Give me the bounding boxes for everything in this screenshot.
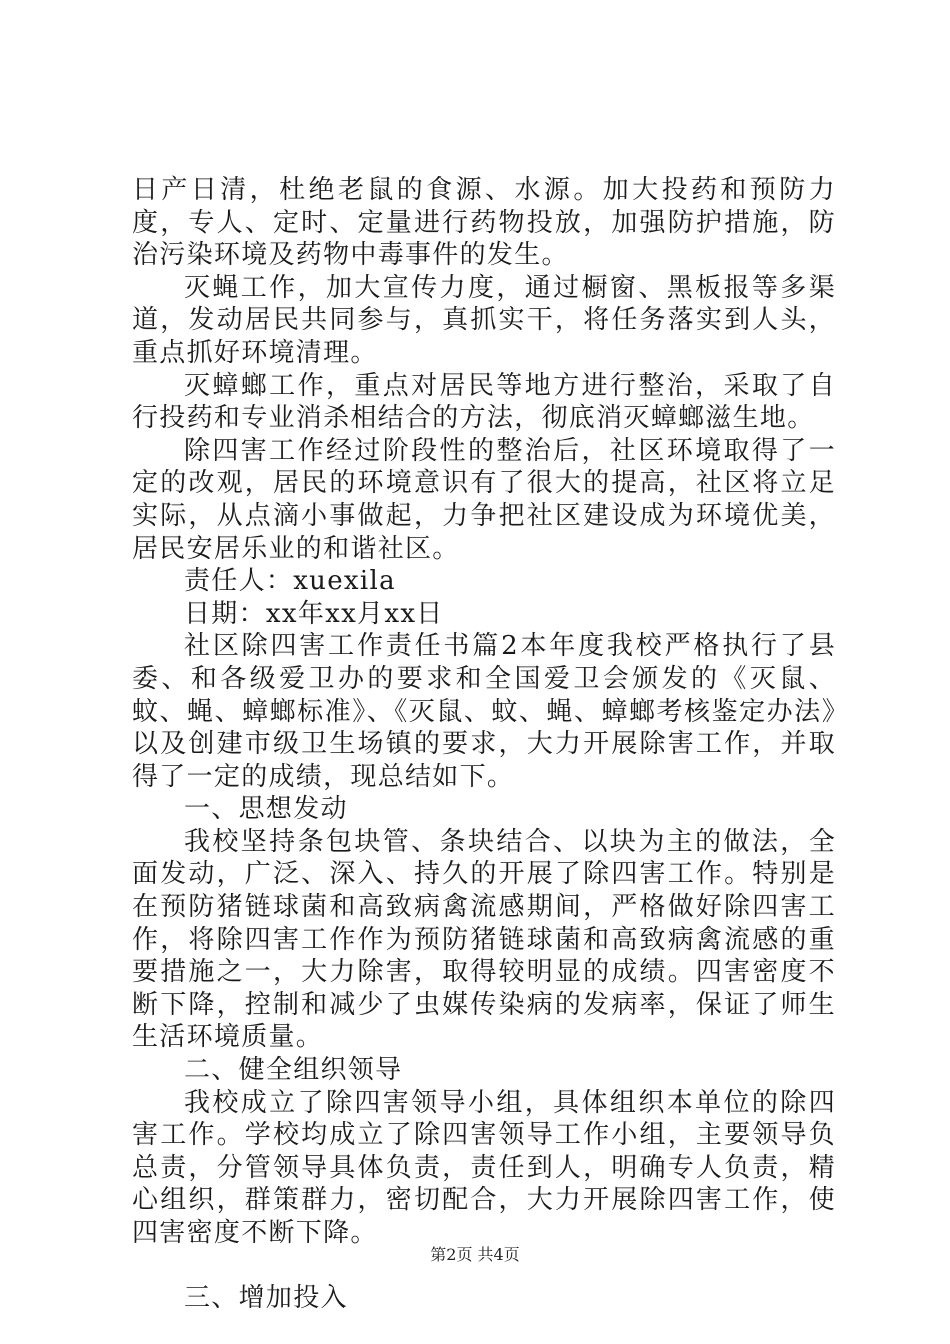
responsible-person: 责任人：xuexila: [184, 566, 396, 597]
page-number-footer: 第2页 共4页: [430, 1245, 520, 1264]
paragraph-mobilization: 我校坚持条包块管、条块结合、以块为主的做法，全面发动，广泛、深入、持久的开展了除四害工作。特别是在预防猪链球菌和高致病禽流感期间，严格做好除四害工作，将除四害工作作为预防猪链球菌和高致病禽流感的重要措施之一，大力除害，取得较明显的成绩。四害密度不断下降，控制和减少了虫媒传染病的发病率，保证了师生生活环境质量。: [132, 826, 836, 1053]
paragraph-rodent-control-continued: 日产日清，杜绝老鼠的食源、水源。加大投药和预防力度，专人、定时、定量进行药物投放，加强防护措施，防治污染环境及药物中毒事件的发生。: [132, 175, 836, 271]
paragraph-fly-control: 灭蝇工作，加大宣传力度，通过橱窗、黑板报等多渠道，发动居民共同参与，真抓实干，将任务落实到人头，重点抓好环境清理。: [132, 272, 836, 368]
paragraph-section-2-intro: 社区除四害工作责任书篇2本年度我校严格执行了县委、和各级爱卫办的要求和全国爱卫会颁发的《灭鼠、蚊、蝇、蟑螂标准》、《灭鼠、蚊、蝇、蟑螂考核鉴定办法》以及创建市级卫生场镇的要求，大力开展除害工作，并取得了一定的成绩，现总结如下。: [132, 631, 836, 792]
heading-organization-leadership: 二、健全组织领导: [184, 1055, 403, 1086]
paragraph-cockroach-control: 灭蟑螂工作，重点对居民等地方进行整治，采取了自行投药和专业消杀相结合的方法，彻底消灭蟑螂滋生地。: [132, 370, 836, 434]
heading-ideological-mobilization: 一、思想发动: [184, 794, 348, 825]
paragraph-results-summary: 除四害工作经过阶段性的整治后，社区环境取得了一定的改观，居民的环境意识有了很大的提高，社区将立足实际，从点滴小事做起，力争把社区建设成为环境优美，居民安居乐业的和谐社区。: [132, 435, 836, 564]
document-body: [132, 174, 836, 1314]
heading-increase-investment: 三、增加投入: [184, 1282, 348, 1313]
paragraph-leadership: 我校成立了除四害领导小组，具体组织本单位的除四害工作。学校均成立了除四害领导工作小组，主要领导负总责，分管领导具体负责，责任到人，明确专人负责，精心组织，群策群力，密切配合，大力开展除四害工作，使四害密度不断下降。: [132, 1087, 836, 1248]
document-date: 日期：xx年xx月xx日: [184, 598, 444, 629]
